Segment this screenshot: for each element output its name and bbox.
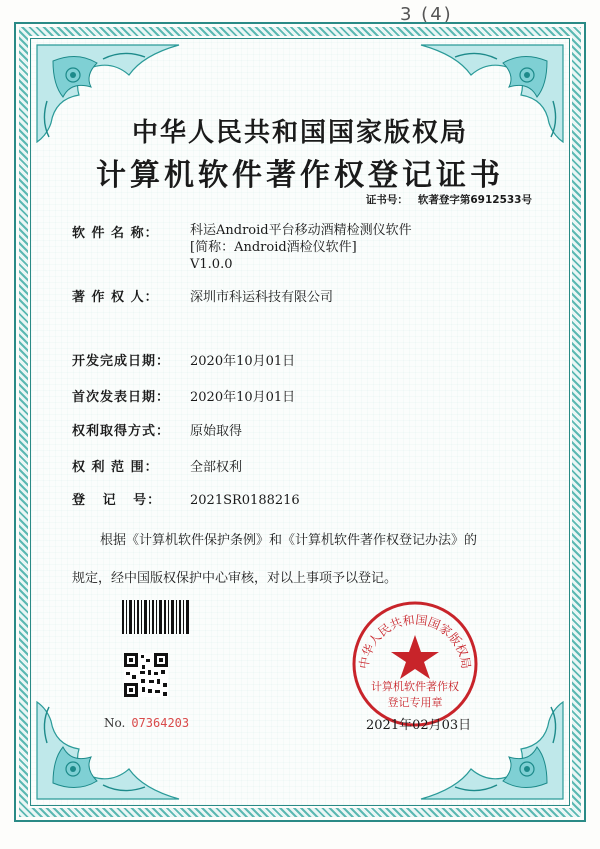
owner-label: 著 作 权 人： (72, 290, 159, 305)
certificate-number (366, 192, 532, 207)
software-name-value (190, 222, 412, 273)
acquire-row (72, 420, 242, 439)
scope-value: 全部权利 (190, 460, 243, 475)
acquire-value: 原始取得 (190, 424, 243, 439)
acquire-label: 权利取得方式： (72, 424, 171, 439)
seal-ring-text: 中华人民共和国国家版权局 (356, 612, 474, 670)
handwritten-mark: 3 (4) (400, 4, 453, 25)
barcode (122, 600, 190, 634)
serial-value: 07364203 (131, 716, 190, 730)
seal-text-line2: 登记专用章 (387, 696, 443, 709)
issue-date: 2021年02月03日 (366, 718, 472, 733)
seal-star-icon (391, 635, 439, 679)
scope-label: 权 利 范 围： (72, 460, 159, 475)
scope-row (72, 456, 242, 475)
software-version: V1.0.0 (190, 257, 233, 272)
pub-date-value: 2020年10月01日 (190, 390, 296, 405)
dev-date-value: 2020年10月01日 (190, 354, 296, 369)
dev-date-row (72, 350, 295, 369)
dev-date-label: 开发完成日期： (72, 354, 171, 369)
qr-code (124, 653, 168, 697)
corner-ornament-bottom-left (33, 698, 183, 803)
software-name-row (72, 222, 190, 241)
serial-number (104, 716, 189, 730)
software-name-line2: [简称：Android酒检仪软件] (190, 240, 357, 255)
reg-no-row (72, 489, 300, 508)
statement-line1: 根据《计算机软件保护条例》和《计算机软件著作权登记办法》的 (100, 533, 478, 548)
software-name-line1: 科运Android平台移动酒精检测仪软件 (190, 223, 412, 238)
issuing-authority: 中华人民共和国国家版权局 (131, 118, 468, 148)
seal-text-line1: 计算机软件著作权 (371, 680, 459, 693)
cert-no-value: 软著登字第6912533号 (417, 194, 532, 206)
statement-line2: 规定，经中国版权保护中心审核，对以上事项予以登记。 (72, 571, 398, 586)
certificate-title: 计算机软件著作权登记证书 (96, 158, 504, 193)
cert-no-label: 证书号： (365, 194, 408, 206)
pub-date-label: 首次发表日期： (72, 390, 171, 405)
owner-value: 深圳市科运科技有限公司 (190, 290, 334, 305)
reg-no-label: 登 记 号： (72, 493, 162, 508)
software-name-label: 软 件 名 称： (72, 226, 159, 241)
serial-label: No. (104, 716, 126, 730)
owner-row (72, 286, 333, 305)
pub-date-row (72, 386, 295, 405)
reg-no-value: 2021SR0188216 (190, 493, 300, 508)
